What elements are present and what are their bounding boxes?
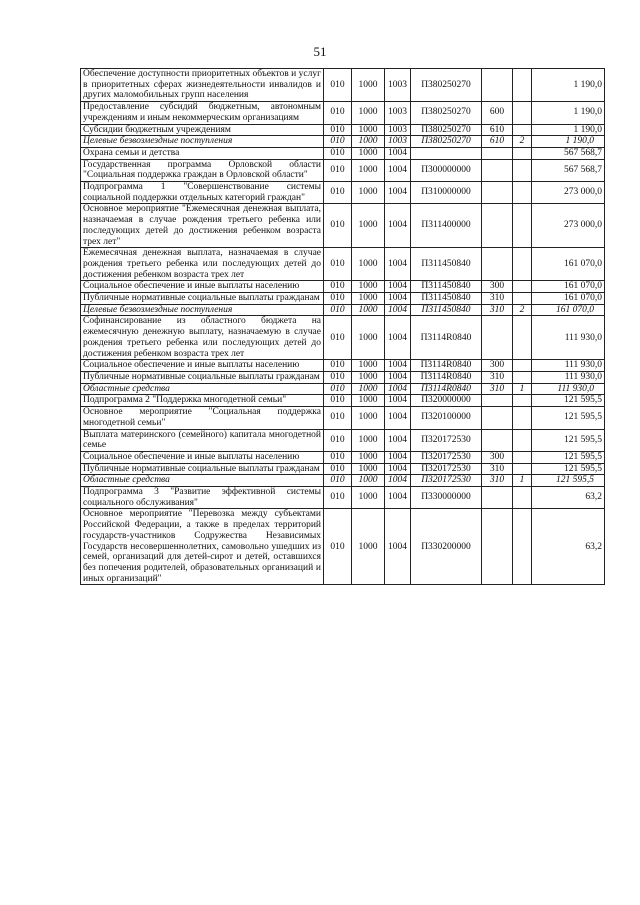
subsection-code: 1004 <box>385 429 411 451</box>
funding-source-code <box>513 451 532 463</box>
row-name: Целевые безвозмездные поступления <box>81 304 324 316</box>
section-code: 1000 <box>352 69 385 102</box>
row-name: Государственная программа Орловской области "Социальная поддержка граждан в Орловской области" <box>81 159 324 181</box>
section-code: 1000 <box>352 281 385 293</box>
amount: 273 000,0 <box>532 204 605 248</box>
table-row <box>81 475 605 487</box>
funding-source-code <box>513 407 532 429</box>
amount: 111 930,0 <box>532 371 605 383</box>
grbs-code: 010 <box>324 248 352 281</box>
grbs-code: 010 <box>324 451 352 463</box>
amount: 1 190,0 <box>532 69 605 102</box>
funding-source-code <box>513 429 532 451</box>
grbs-code: 010 <box>324 102 352 124</box>
funding-source-code: 2 <box>513 304 532 316</box>
amount: 111 930,0 <box>532 360 605 372</box>
subsection-code: 1003 <box>385 124 411 136</box>
amount: 121 595,5 <box>532 395 605 407</box>
table-row <box>81 487 605 509</box>
grbs-code: 010 <box>324 383 352 395</box>
target-item-code: П320172530 <box>411 463 482 475</box>
amount: 1 190,0 <box>532 102 605 124</box>
table-row <box>81 509 605 585</box>
section-code: 1000 <box>352 182 385 204</box>
section-code: 1000 <box>352 248 385 281</box>
table-row <box>81 429 605 451</box>
section-code: 1000 <box>352 147 385 159</box>
funding-source-code <box>513 159 532 181</box>
section-code: 1000 <box>352 159 385 181</box>
expense-type-code <box>482 407 513 429</box>
section-code: 1000 <box>352 304 385 316</box>
target-item-code: П320172530 <box>411 475 482 487</box>
row-name: Предоставление субсидий бюджетным, автономным учреждениям и иным некоммерческим организациям <box>81 102 324 124</box>
expense-type-code: 610 <box>482 136 513 148</box>
row-name: Выплата материнского (семейного) капитала многодетной семье <box>81 429 324 451</box>
expense-type-code <box>482 182 513 204</box>
subsection-code: 1004 <box>385 371 411 383</box>
section-code: 1000 <box>352 487 385 509</box>
funding-source-code <box>513 463 532 475</box>
funding-source-code: 1 <box>513 383 532 395</box>
subsection-code: 1004 <box>385 395 411 407</box>
target-item-code: П320172530 <box>411 451 482 463</box>
funding-source-code: 1 <box>513 475 532 487</box>
table-row <box>81 159 605 181</box>
table-row <box>81 463 605 475</box>
subsection-code: 1004 <box>385 451 411 463</box>
row-name: Подпрограмма 2 "Поддержка многодетной семьи" <box>81 395 324 407</box>
table-row <box>81 102 605 124</box>
amount: 121 595,5 <box>532 451 605 463</box>
subsection-code: 1003 <box>385 69 411 102</box>
subsection-code: 1003 <box>385 136 411 148</box>
subsection-code: 1004 <box>385 281 411 293</box>
subsection-code: 1004 <box>385 383 411 395</box>
section-code: 1000 <box>352 204 385 248</box>
section-code: 1000 <box>352 463 385 475</box>
target-item-code: П311400000 <box>411 204 482 248</box>
row-name: Подпрограмма 1 "Совершенствование системы социальной поддержки отдельных категорий граждан" <box>81 182 324 204</box>
funding-source-code <box>513 69 532 102</box>
row-name: Софинансирование из областного бюджета на ежемесячную денежную выплату, назначаемую в случае рождения третьего ребенка или последующих детей до достижения ребенком возраста трех лет <box>81 316 324 360</box>
row-name: Социальное обеспечение и иные выплаты населению <box>81 360 324 372</box>
target-item-code: П3114R0840 <box>411 360 482 372</box>
row-name: Областные средства <box>81 383 324 395</box>
expense-type-code: 310 <box>482 371 513 383</box>
row-name: Целевые безвозмездные поступления <box>81 136 324 148</box>
section-code: 1000 <box>352 102 385 124</box>
amount: 121 595,5 <box>532 429 605 451</box>
section-code: 1000 <box>352 371 385 383</box>
section-code: 1000 <box>352 136 385 148</box>
table-row <box>81 248 605 281</box>
subsection-code: 1003 <box>385 102 411 124</box>
funding-source-code <box>513 371 532 383</box>
section-code: 1000 <box>352 360 385 372</box>
target-item-code: П320172530 <box>411 429 482 451</box>
table-row <box>81 304 605 316</box>
section-code: 1000 <box>352 293 385 305</box>
amount: 121 595,5 <box>532 407 605 429</box>
amount: 63,2 <box>532 509 605 585</box>
target-item-code: П330000000 <box>411 487 482 509</box>
grbs-code: 010 <box>324 147 352 159</box>
expense-type-code <box>482 248 513 281</box>
table-row <box>81 383 605 395</box>
grbs-code: 010 <box>324 281 352 293</box>
funding-source-code <box>513 395 532 407</box>
section-code: 1000 <box>352 475 385 487</box>
subsection-code: 1004 <box>385 248 411 281</box>
row-name: Публичные нормативные социальные выплаты гражданам <box>81 293 324 305</box>
grbs-code: 010 <box>324 69 352 102</box>
table-row <box>81 293 605 305</box>
table-row <box>81 395 605 407</box>
amount: 111 930,0 <box>532 383 605 395</box>
expense-type-code: 310 <box>482 475 513 487</box>
grbs-code: 010 <box>324 475 352 487</box>
table-row <box>81 69 605 102</box>
expense-type-code: 310 <box>482 463 513 475</box>
funding-source-code <box>513 487 532 509</box>
expense-type-code: 610 <box>482 124 513 136</box>
target-item-code: П380250270 <box>411 136 482 148</box>
row-name: Социальное обеспечение и иные выплаты населению <box>81 451 324 463</box>
expense-type-code <box>482 429 513 451</box>
subsection-code: 1004 <box>385 182 411 204</box>
table-row <box>81 451 605 463</box>
amount: 121 595,5 <box>532 475 605 487</box>
target-item-code: П311450840 <box>411 248 482 281</box>
expense-type-code <box>482 487 513 509</box>
subsection-code: 1004 <box>385 204 411 248</box>
expense-type-code <box>482 395 513 407</box>
row-name: Охрана семьи и детства <box>81 147 324 159</box>
row-name: Публичные нормативные социальные выплаты гражданам <box>81 463 324 475</box>
section-code: 1000 <box>352 395 385 407</box>
grbs-code: 010 <box>324 487 352 509</box>
grbs-code: 010 <box>324 407 352 429</box>
row-name: Основное мероприятие "Ежемесячная денежная выплата, назначаемая в случае рождения третьего ребенка или последующих детей до достижения ребенком возраста трех лет" <box>81 204 324 248</box>
subsection-code: 1004 <box>385 475 411 487</box>
section-code: 1000 <box>352 451 385 463</box>
amount: 1 190,0 <box>532 136 605 148</box>
section-code: 1000 <box>352 509 385 585</box>
row-name: Публичные нормативные социальные выплаты гражданам <box>81 371 324 383</box>
grbs-code: 010 <box>324 304 352 316</box>
grbs-code: 010 <box>324 429 352 451</box>
grbs-code: 010 <box>324 182 352 204</box>
target-item-code: П300000000 <box>411 159 482 181</box>
funding-source-code: 2 <box>513 136 532 148</box>
target-item-code: П3114R0840 <box>411 383 482 395</box>
grbs-code: 010 <box>324 509 352 585</box>
section-code: 1000 <box>352 383 385 395</box>
expense-type-code: 310 <box>482 383 513 395</box>
row-name: Обеспечение доступности приоритетных объектов и услуг в приоритетных сферах жизнедеятельности инвалидов и других маломобильных групп населения <box>81 69 324 102</box>
grbs-code: 010 <box>324 136 352 148</box>
grbs-code: 010 <box>324 371 352 383</box>
expense-type-code: 300 <box>482 451 513 463</box>
grbs-code: 010 <box>324 124 352 136</box>
table-row <box>81 407 605 429</box>
target-item-code: П3114R0840 <box>411 316 482 360</box>
table-row <box>81 316 605 360</box>
expense-type-code: 300 <box>482 281 513 293</box>
funding-source-code <box>513 248 532 281</box>
grbs-code: 010 <box>324 463 352 475</box>
funding-source-code <box>513 102 532 124</box>
target-item-code <box>411 147 482 159</box>
funding-source-code <box>513 204 532 248</box>
target-item-code: П380250270 <box>411 69 482 102</box>
target-item-code: П380250270 <box>411 124 482 136</box>
expense-type-code <box>482 159 513 181</box>
row-name: Основное мероприятие "Социальная поддержка многодетной семьи" <box>81 407 324 429</box>
budget-table-body <box>81 69 605 585</box>
subsection-code: 1004 <box>385 293 411 305</box>
expense-type-code <box>482 204 513 248</box>
grbs-code: 010 <box>324 204 352 248</box>
expense-type-code: 310 <box>482 304 513 316</box>
subsection-code: 1004 <box>385 487 411 509</box>
table-row <box>81 360 605 372</box>
amount: 1 190,0 <box>532 124 605 136</box>
page-number: 51 <box>313 44 327 59</box>
amount: 161 070,0 <box>532 304 605 316</box>
target-item-code: П3114R0840 <box>411 371 482 383</box>
funding-source-code <box>513 316 532 360</box>
amount: 111 930,0 <box>532 316 605 360</box>
subsection-code: 1004 <box>385 407 411 429</box>
target-item-code: П311450840 <box>411 293 482 305</box>
row-name: Областные средства <box>81 475 324 487</box>
expense-type-code <box>482 69 513 102</box>
grbs-code: 010 <box>324 360 352 372</box>
amount: 121 595,5 <box>532 463 605 475</box>
target-item-code: П320000000 <box>411 395 482 407</box>
target-item-code: П320100000 <box>411 407 482 429</box>
subsection-code: 1004 <box>385 463 411 475</box>
amount: 567 568,7 <box>532 147 605 159</box>
table-row <box>81 182 605 204</box>
subsection-code: 1004 <box>385 316 411 360</box>
row-name: Субсидии бюджетным учреждениям <box>81 124 324 136</box>
target-item-code: П330200000 <box>411 509 482 585</box>
table-row <box>81 204 605 248</box>
amount: 161 070,0 <box>532 293 605 305</box>
subsection-code: 1004 <box>385 509 411 585</box>
funding-source-code <box>513 293 532 305</box>
section-code: 1000 <box>352 429 385 451</box>
funding-source-code <box>513 360 532 372</box>
amount: 273 000,0 <box>532 182 605 204</box>
funding-source-code <box>513 182 532 204</box>
subsection-code: 1004 <box>385 304 411 316</box>
target-item-code: П380250270 <box>411 102 482 124</box>
table-row <box>81 281 605 293</box>
subsection-code: 1004 <box>385 147 411 159</box>
row-name: Социальное обеспечение и иные выплаты населению <box>81 281 324 293</box>
grbs-code: 010 <box>324 159 352 181</box>
table-row <box>81 147 605 159</box>
funding-source-code <box>513 147 532 159</box>
section-code: 1000 <box>352 316 385 360</box>
expense-type-code <box>482 509 513 585</box>
subsection-code: 1004 <box>385 159 411 181</box>
expense-type-code <box>482 316 513 360</box>
table-row <box>81 371 605 383</box>
funding-source-code <box>513 124 532 136</box>
expense-type-code <box>482 147 513 159</box>
row-name: Основное мероприятие "Перевозка между субъектами Российской Федерации, а также в пределах территорий государств-участников Содружества Независимых Государств несовершеннолетних, самовольно ушедших из семей, организаций для детей-сирот и детей, оставшихся без попечения родителей, образовательных организаций и иных организаций" <box>81 509 324 585</box>
section-code: 1000 <box>352 124 385 136</box>
expense-type-code: 300 <box>482 360 513 372</box>
amount: 161 070,0 <box>532 248 605 281</box>
table-row <box>81 136 605 148</box>
row-name: Ежемесячная денежная выплата, назначаемая в случае рождения третьего ребенка или последующих детей до достижения ребенком возраста трех лет <box>81 248 324 281</box>
expense-type-code: 310 <box>482 293 513 305</box>
row-name: Подпрограмма 3 "Развитие эффективной системы социального обслуживания" <box>81 487 324 509</box>
expense-type-code: 600 <box>482 102 513 124</box>
target-item-code: П311450840 <box>411 281 482 293</box>
grbs-code: 010 <box>324 395 352 407</box>
grbs-code: 010 <box>324 293 352 305</box>
amount: 567 568,7 <box>532 159 605 181</box>
budget-table <box>80 68 605 585</box>
target-item-code: П311450840 <box>411 304 482 316</box>
funding-source-code <box>513 281 532 293</box>
grbs-code: 010 <box>324 316 352 360</box>
subsection-code: 1004 <box>385 360 411 372</box>
section-code: 1000 <box>352 407 385 429</box>
funding-source-code <box>513 509 532 585</box>
amount: 63,2 <box>532 487 605 509</box>
amount: 161 070,0 <box>532 281 605 293</box>
target-item-code: П310000000 <box>411 182 482 204</box>
table-row <box>81 124 605 136</box>
